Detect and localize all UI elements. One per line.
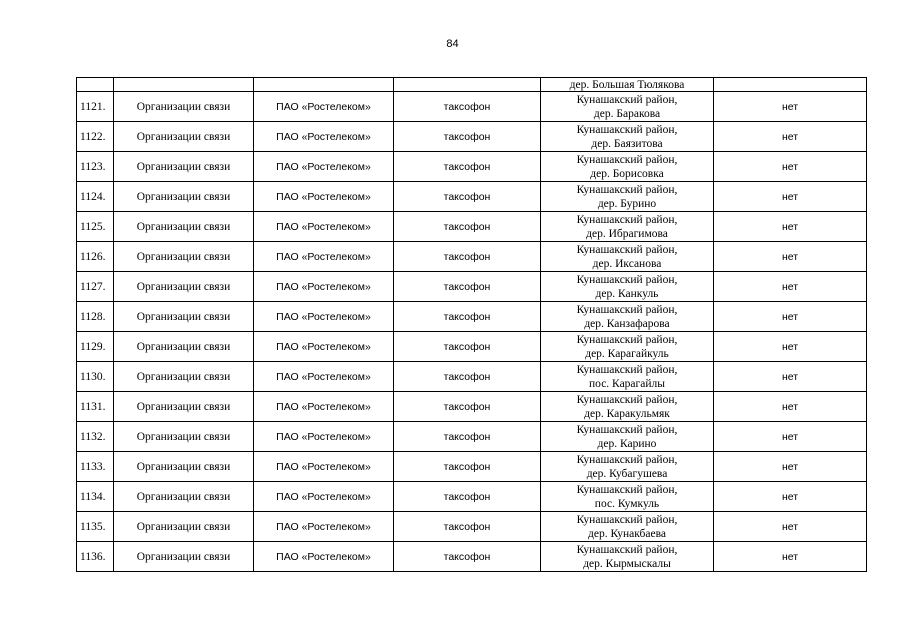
cell-number: 1132. bbox=[77, 422, 114, 452]
cell-availability: нет bbox=[714, 452, 867, 482]
cell-organization: ПАО «Ростелеком» bbox=[254, 392, 394, 422]
cell-object-type: таксофон bbox=[394, 92, 541, 122]
table-row bbox=[77, 482, 867, 512]
cell-availability: нет bbox=[714, 122, 867, 152]
cell-object-type: таксофон bbox=[394, 422, 541, 452]
cell-number: 1129. bbox=[77, 332, 114, 362]
location-district: Кунашакский район, bbox=[576, 243, 678, 256]
cell-organization: ПАО «Ростелеком» bbox=[254, 542, 394, 572]
cell-availability: нет bbox=[714, 242, 867, 272]
cell-organization: ПАО «Ростелеком» bbox=[254, 242, 394, 272]
cell-location: дер. Большая Тюлякова bbox=[541, 78, 714, 92]
location-settlement: пос. Карагайлы bbox=[589, 377, 665, 390]
cell-object-type: таксофон bbox=[394, 392, 541, 422]
cell-availability: нет bbox=[714, 512, 867, 542]
table-row bbox=[77, 152, 867, 182]
location-district: Кунашакский район, bbox=[576, 213, 678, 226]
location-district: Кунашакский район, bbox=[576, 453, 678, 466]
cell-location bbox=[541, 482, 714, 512]
location-district: Кунашакский район, bbox=[576, 513, 678, 526]
cell-number: 1135. bbox=[77, 512, 114, 542]
cell-category: Организации связи bbox=[114, 482, 254, 512]
cell-location bbox=[541, 212, 714, 242]
cell-category: Организации связи bbox=[114, 542, 254, 572]
cell-location bbox=[541, 452, 714, 482]
cell-number: 1128. bbox=[77, 302, 114, 332]
cell-category: Организации связи bbox=[114, 212, 254, 242]
page-number: 84 bbox=[446, 38, 459, 50]
cell-number: 1127. bbox=[77, 272, 114, 302]
cell-number: 1134. bbox=[77, 482, 114, 512]
location-settlement: дер. Баракова bbox=[593, 107, 661, 120]
table-row bbox=[77, 452, 867, 482]
cell-availability: нет bbox=[714, 182, 867, 212]
location-settlement: дер. Иксанова bbox=[592, 257, 662, 270]
cell-category: Организации связи bbox=[114, 302, 254, 332]
table-row bbox=[77, 182, 867, 212]
cell-category: Организации связи bbox=[114, 422, 254, 452]
cell-number: 1121. bbox=[77, 92, 114, 122]
cell-category: Организации связи bbox=[114, 182, 254, 212]
cell-category: Организации связи bbox=[114, 452, 254, 482]
cell-object-type: таксофон bbox=[394, 302, 541, 332]
cell-availability: нет bbox=[714, 542, 867, 572]
table-row bbox=[77, 542, 867, 572]
cell-organization: ПАО «Ростелеком» bbox=[254, 332, 394, 362]
location-district: Кунашакский район, bbox=[576, 153, 678, 166]
location-settlement: дер. Борисовка bbox=[590, 167, 664, 180]
cell-object-type: таксофон bbox=[394, 482, 541, 512]
cell-location bbox=[541, 92, 714, 122]
location-settlement: дер. Бурино bbox=[597, 197, 657, 210]
cell-object-type: таксофон bbox=[394, 512, 541, 542]
cell-category: Организации связи bbox=[114, 392, 254, 422]
cell-category: Организации связи bbox=[114, 92, 254, 122]
cell-object-type: таксофон bbox=[394, 332, 541, 362]
registry-table-body bbox=[77, 78, 867, 572]
cell-number: 1125. bbox=[77, 212, 114, 242]
cell-location bbox=[541, 242, 714, 272]
cell-location bbox=[541, 272, 714, 302]
cell-organization: ПАО «Ростелеком» bbox=[254, 512, 394, 542]
cell-object-type: таксофон bbox=[394, 452, 541, 482]
cell-number: 1133. bbox=[77, 452, 114, 482]
cell-number: 1123. bbox=[77, 152, 114, 182]
cell-number: 1136. bbox=[77, 542, 114, 572]
location-settlement: дер. Карагайкуль bbox=[585, 347, 669, 360]
cell-availability: нет bbox=[714, 302, 867, 332]
location-district: Кунашакский район, bbox=[576, 303, 678, 316]
location-settlement: дер. Ибрагимова bbox=[586, 227, 668, 240]
cell-category bbox=[114, 78, 254, 92]
location-settlement: дер. Кырмыскалы bbox=[583, 557, 671, 570]
cell-availability bbox=[714, 78, 867, 92]
cell-number: 1126. bbox=[77, 242, 114, 272]
cell-organization: ПАО «Ростелеком» bbox=[254, 92, 394, 122]
cell-availability: нет bbox=[714, 422, 867, 452]
table-row bbox=[77, 242, 867, 272]
cell-object-type: таксофон bbox=[394, 542, 541, 572]
location-district: Кунашакский район, bbox=[576, 543, 678, 556]
cell-category: Организации связи bbox=[114, 512, 254, 542]
table-row-continuation bbox=[77, 78, 867, 92]
table-row bbox=[77, 92, 867, 122]
cell-location bbox=[541, 422, 714, 452]
cell-organization: ПАО «Ростелеком» bbox=[254, 152, 394, 182]
cell-organization: ПАО «Ростелеком» bbox=[254, 422, 394, 452]
cell-object-type: таксофон bbox=[394, 242, 541, 272]
table-row bbox=[77, 422, 867, 452]
cell-availability: нет bbox=[714, 152, 867, 182]
cell-organization: ПАО «Ростелеком» bbox=[254, 482, 394, 512]
location-district: Кунашакский район, bbox=[576, 333, 678, 346]
location-settlement: дер. Баязитова bbox=[591, 137, 663, 150]
table-row bbox=[77, 332, 867, 362]
cell-object-type: таксофон bbox=[394, 182, 541, 212]
cell-object-type: таксофон bbox=[394, 212, 541, 242]
cell-object-type bbox=[394, 78, 541, 92]
location-settlement: пос. Кумкуль bbox=[594, 497, 660, 510]
cell-availability: нет bbox=[714, 482, 867, 512]
location-district: Кунашакский район, bbox=[576, 183, 678, 196]
cell-organization: ПАО «Ростелеком» bbox=[254, 362, 394, 392]
location-settlement: дер. Канзафарова bbox=[584, 317, 670, 330]
cell-availability: нет bbox=[714, 92, 867, 122]
cell-availability: нет bbox=[714, 272, 867, 302]
cell-availability: нет bbox=[714, 362, 867, 392]
location-district: Кунашакский район, bbox=[576, 483, 678, 496]
cell-organization: ПАО «Ростелеком» bbox=[254, 122, 394, 152]
cell-object-type: таксофон bbox=[394, 152, 541, 182]
cell-number: 1124. bbox=[77, 182, 114, 212]
cell-location bbox=[541, 332, 714, 362]
cell-category: Организации связи bbox=[114, 272, 254, 302]
cell-number: 1131. bbox=[77, 392, 114, 422]
cell-organization: ПАО «Ростелеком» bbox=[254, 182, 394, 212]
cell-category: Организации связи bbox=[114, 152, 254, 182]
cell-category: Организации связи bbox=[114, 362, 254, 392]
cell-availability: нет bbox=[714, 212, 867, 242]
cell-location bbox=[541, 362, 714, 392]
location-settlement: дер. Кубагушева bbox=[586, 467, 668, 480]
cell-organization: ПАО «Ростелеком» bbox=[254, 272, 394, 302]
cell-location bbox=[541, 122, 714, 152]
table-row bbox=[77, 392, 867, 422]
table-row bbox=[77, 212, 867, 242]
cell-category: Организации связи bbox=[114, 242, 254, 272]
location-district: Кунашакский район, bbox=[576, 423, 678, 436]
location-settlement: дер. Кунакбаева bbox=[587, 527, 666, 540]
location-district: Кунашакский район, bbox=[576, 393, 678, 406]
table-row bbox=[77, 362, 867, 392]
cell-object-type: таксофон bbox=[394, 362, 541, 392]
table-row bbox=[77, 302, 867, 332]
location-settlement: дер. Каракульмяк bbox=[584, 407, 670, 420]
registry-table bbox=[76, 77, 867, 572]
location-settlement: дер. Канкуль bbox=[595, 287, 659, 300]
cell-location bbox=[541, 152, 714, 182]
location-district: Кунашакский район, bbox=[576, 123, 678, 136]
cell-location bbox=[541, 182, 714, 212]
cell-number: 1122. bbox=[77, 122, 114, 152]
cell-location bbox=[541, 302, 714, 332]
cell-category: Организации связи bbox=[114, 122, 254, 152]
cell-organization: ПАО «Ростелеком» bbox=[254, 302, 394, 332]
cell-object-type: таксофон bbox=[394, 272, 541, 302]
cell-location bbox=[541, 542, 714, 572]
cell-organization: ПАО «Ростелеком» bbox=[254, 452, 394, 482]
cell-location bbox=[541, 392, 714, 422]
table-row bbox=[77, 512, 867, 542]
cell-location bbox=[541, 512, 714, 542]
cell-availability: нет bbox=[714, 332, 867, 362]
cell-number: 1130. bbox=[77, 362, 114, 392]
location-district: Кунашакский район, bbox=[576, 273, 678, 286]
location-settlement: дер. Карино bbox=[597, 437, 657, 450]
location-district: Кунашакский район, bbox=[576, 93, 678, 106]
location-district: Кунашакский район, bbox=[576, 363, 678, 376]
cell-category: Организации связи bbox=[114, 332, 254, 362]
table-row bbox=[77, 272, 867, 302]
cell-object-type: таксофон bbox=[394, 122, 541, 152]
cell-organization bbox=[254, 78, 394, 92]
cell-organization: ПАО «Ростелеком» bbox=[254, 212, 394, 242]
table-row bbox=[77, 122, 867, 152]
cell-number bbox=[77, 78, 114, 92]
cell-availability: нет bbox=[714, 392, 867, 422]
